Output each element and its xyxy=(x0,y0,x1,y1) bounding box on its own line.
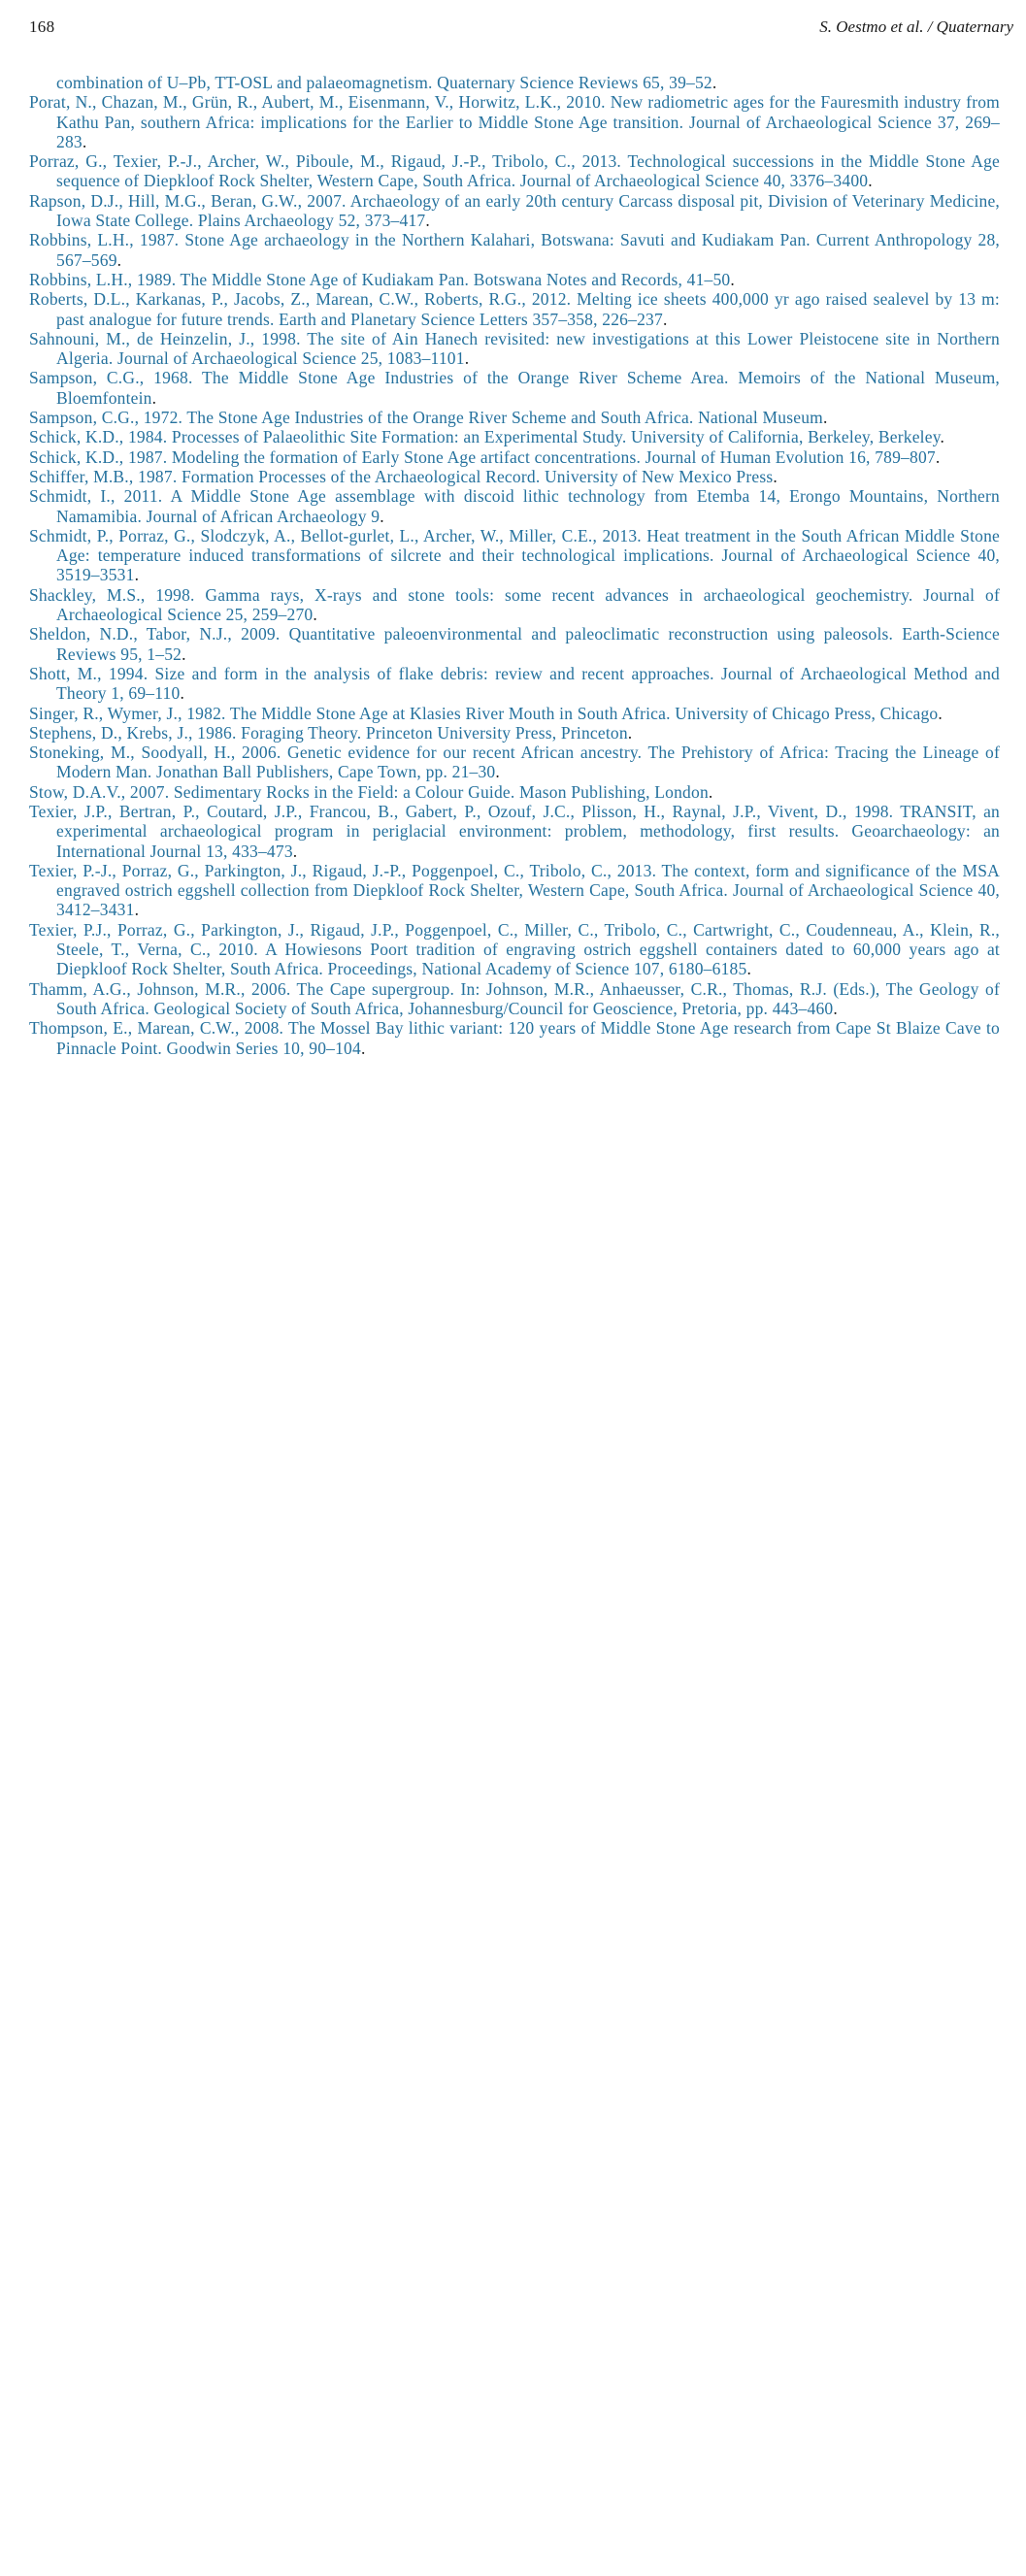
reference-link[interactable]: Texier, J.P., Bertran, P., Coutard, J.P., Francou, B., Gabert, P., Ozouf, J.C., Plisson, H., Raynal, J.P., Vivent, D., 1998. TRANSIT, an experimental archaeological program in periglacial environment: problem, methodology, first results. Geoarchaeology: an International Journal 13, 433–473 xyxy=(29,801,1000,861)
reference-terminal-period: . xyxy=(868,171,873,191)
reference-link[interactable]: Schick, K.D., 1987. Modeling the formation of Early Stone Age artifact concentrations. Journal of Human Evolution 16, 789–807 xyxy=(29,446,936,467)
reference-entry xyxy=(29,92,1000,151)
reference-link[interactable]: Stephens, D., Krebs, J., 1986. Foraging Theory. Princeton University Press, Princeton xyxy=(29,722,628,743)
reference-entry xyxy=(29,526,1000,585)
reference-link[interactable]: Sahnouni, M., de Heinzelin, J., 1998. The site of Ain Hanech revisited: new investigations at this Lower Pleistocene site in Northern Algeria. Journal of Archaeological Science 25, 1083–1101 xyxy=(29,328,1000,369)
reference-entry xyxy=(29,486,1000,526)
reference-entry xyxy=(29,408,1000,427)
reference-entry xyxy=(29,447,1000,467)
reference-terminal-period: . xyxy=(134,565,140,585)
reference-terminal-period: . xyxy=(822,408,828,428)
reference-entry xyxy=(29,723,1000,743)
reference-entry xyxy=(29,289,1000,329)
reference-terminal-period: . xyxy=(833,998,838,1018)
reference-link[interactable]: Thompson, E., Marean, C.W., 2008. The Mossel Bay lithic variant: 120 years of Middle Stone Age research from Cape St Blaize Cave to Pinnacle Point. Goodwin Series 10, 90–104 xyxy=(29,1018,1000,1058)
reference-entry xyxy=(29,230,1000,270)
reference-link[interactable]: Stow, D.A.V., 2007. Sedimentary Rocks in the Field: a Colour Guide. Mason Publishing, London xyxy=(29,781,709,802)
page-number: 168 xyxy=(29,17,55,36)
reference-entry xyxy=(29,191,1000,231)
reference-link[interactable]: Sheldon, N.D., Tabor, N.J., 2009. Quantitative paleoenvironmental and paleoclimatic reconstruction using paleosols. Earth-Science Reviews 95, 1–52 xyxy=(29,624,1000,664)
reference-terminal-period: . xyxy=(425,211,430,231)
reference-terminal-period: . xyxy=(182,644,186,664)
reference-link[interactable]: Robbins, L.H., 1987. Stone Age archaeology in the Northern Kalahari, Botswana: Savuti and Kudiakam Pan. Current Anthropology 28, 567–569 xyxy=(29,230,1000,270)
reference-entry xyxy=(29,802,1000,861)
running-title: S. Oestmo et al. / Quaternary xyxy=(819,17,1013,36)
reference-entry xyxy=(29,151,1000,191)
reference-link[interactable]: Sampson, C.G., 1968. The Middle Stone Age Industries of the Orange River Scheme Area. Memoirs of the National Museum, Bloemfontein xyxy=(29,368,1000,408)
reference-entry xyxy=(29,585,1000,625)
reference-link[interactable]: Schick, K.D., 1984. Processes of Palaeolithic Site Formation: an Experimental Study. University of California, Berkeley, Berkeley xyxy=(29,427,941,447)
reference-entry xyxy=(29,743,1000,782)
reference-entry xyxy=(29,861,1000,920)
reference-entry xyxy=(29,782,1000,802)
reference-link[interactable]: Texier, P.J., Porraz, G., Parkington, J., Rigaud, J.P., Poggenpoel, C., Miller, C., Tribolo, C., Cartwright, C., Coudenneau, A., Klein, R., Steele, T., Verna, C., 2010. A Howiesons Poort tradition of engraving ostrich eggshell containers dated to 60,000 years ago at Diepkloof Rock Shelter, South Africa. Proceedings, National Academy of Science 107, 6180–6185 xyxy=(29,919,1000,979)
reference-terminal-period: . xyxy=(151,387,157,408)
reference-terminal-period: . xyxy=(935,446,941,467)
reference-terminal-period: . xyxy=(940,427,945,447)
reference-entry xyxy=(29,704,1000,723)
reference-terminal-period: . xyxy=(464,348,470,369)
reference-link[interactable]: Robbins, L.H., 1989. The Middle Stone Age of Kudiakam Pan. Botswana Notes and Records, 41–50 xyxy=(29,269,731,289)
reference-entry xyxy=(29,270,1000,289)
journal-page xyxy=(0,0,1026,1058)
reference-terminal-period: . xyxy=(627,722,633,743)
reference-entry xyxy=(29,329,1000,369)
reference-terminal-period: . xyxy=(360,1038,366,1058)
reference-terminal-period: . xyxy=(746,959,752,979)
reference-entry xyxy=(29,1018,1000,1058)
reference-terminal-period: . xyxy=(313,605,317,625)
reference-terminal-period: . xyxy=(730,269,735,289)
reference-link[interactable]: Schmidt, I., 2011. A Middle Stone Age assemblage with discoid lithic technology from Etemba 14, Erongo Mountains, Northern Namamibia. Journal of African Archaeology 9 xyxy=(29,486,1000,526)
reference-entry xyxy=(29,664,1000,704)
reference-terminal-period: . xyxy=(712,73,717,92)
reference-link[interactable]: Roberts, D.L., Karkanas, P., Jacobs, Z., Marean, C.W., Roberts, R.G., 2012. Melting ice sheets 400,000 yr ago raised sealevel by 13 m: past analogue for future trends. Earth and Planetary Science Letters 357–358, 226–237 xyxy=(29,289,1000,329)
reference-terminal-period: . xyxy=(938,703,943,723)
reference-link[interactable]: Sampson, C.G., 1972. The Stone Age Industries of the Orange River Scheme and South Africa. National Museum xyxy=(29,408,823,428)
reference-link[interactable]: Singer, R., Wymer, J., 1982. The Middle Stone Age at Klasies River Mouth in South Africa. University of Chicago Press, Chicago xyxy=(29,703,939,723)
references-list xyxy=(29,73,1000,1058)
reference-terminal-period: . xyxy=(773,466,778,486)
reference-terminal-period: . xyxy=(180,683,185,704)
reference-terminal-period: . xyxy=(662,309,668,329)
reference-entry xyxy=(29,920,1000,979)
reference-terminal-period: . xyxy=(708,781,713,802)
reference-link[interactable]: Schmidt, P., Porraz, G., Slodczyk, A., Bellot-gurlet, L., Archer, W., Miller, C.E., 2013. Heat treatment in the South African Middle Stone Age: temperature induced transformations of silcrete and their technological implications. Journal of Archaeological Science 40, 3519–3531 xyxy=(29,525,1000,585)
reference-link[interactable]: Thamm, A.G., Johnson, M.R., 2006. The Cape supergroup. In: Johnson, M.R., Anhaeusser, C.R., Thomas, R.J. (Eds.), The Geology of South Africa. Geological Society of South Africa, Johannesburg/Council for Geoscience, Pretoria, pp. 443–460 xyxy=(29,978,1000,1018)
reference-terminal-period: . xyxy=(134,900,140,920)
reference-terminal-period: . xyxy=(292,841,298,861)
page-header xyxy=(29,17,1013,37)
reference-link[interactable]: Stoneking, M., Soodyall, H., 2006. Genetic evidence for our recent African ancestry. The Prehistory of Africa: Tracing the Lineage of Modern Man. Jonathan Ball Publishers, Cape Town, pp. 21–30 xyxy=(29,743,1000,782)
reference-entry xyxy=(29,368,1000,408)
reference-link[interactable]: Shackley, M.S., 1998. Gamma rays, X-rays and stone tools: some recent advances in archaeological geochemistry. Journal of Archaeological Science 25, 259–270 xyxy=(29,584,1000,625)
reference-link[interactable]: Texier, P.-J., Porraz, G., Parkington, J., Rigaud, J.-P., Poggenpoel, C., Tribolo, C., 2013. The context, form and significance of the MSA engraved ostrich eggshell collection from Diepkloof Rock Shelter, Western Cape, South Africa. Journal of Archaeological Science 40, 3412–3431 xyxy=(29,860,1000,920)
reference-link[interactable]: Porraz, G., Texier, P.-J., Archer, W., Piboule, M., Rigaud, J.-P., Tribolo, C., 2013. Technological successions in the Middle Stone Age sequence of Diepkloof Rock Shelter, Western Cape, South Africa. Journal of Archaeological Science 40, 3376–3400 xyxy=(29,151,1000,191)
reference-link[interactable]: Rapson, D.J., Hill, M.G., Beran, G.W., 2007. Archaeology of an early 20th century Carcass disposal pit, Division of Veterinary Medicine, Iowa State College. Plains Archaeology 52, 373–417 xyxy=(29,190,1000,231)
reference-terminal-period: . xyxy=(116,249,122,270)
reference-entry xyxy=(29,73,1000,92)
reference-entry xyxy=(29,427,1000,446)
reference-link[interactable]: Schiffer, M.B., 1987. Formation Processes of the Archaeological Record. University of New Mexico Press xyxy=(29,466,774,486)
reference-link[interactable]: Porat, N., Chazan, M., Grün, R., Aubert, M., Eisenmann, V., Horwitz, L.K., 2010. New radiometric ages for the Fauresmith industry from Kathu Pan, southern Africa: implications for the Earlier to Middle Stone Age transition. Journal of Archaeological Science 37, 269–283 xyxy=(29,92,1000,151)
reference-entry xyxy=(29,467,1000,486)
reference-link[interactable]: combination of U–Pb, TT-OSL and palaeomagnetism. Quaternary Science Reviews 65, 39–52 xyxy=(56,73,712,92)
reference-entry xyxy=(29,624,1000,664)
reference-terminal-period: . xyxy=(82,131,87,151)
reference-link[interactable]: Shott, M., 1994. Size and form in the analysis of flake debris: review and recent approaches. Journal of Archaeological Method and Theory 1, 69–110 xyxy=(29,663,1000,704)
reference-entry xyxy=(29,979,1000,1019)
reference-terminal-period: . xyxy=(380,506,384,526)
reference-terminal-period: . xyxy=(495,762,500,782)
